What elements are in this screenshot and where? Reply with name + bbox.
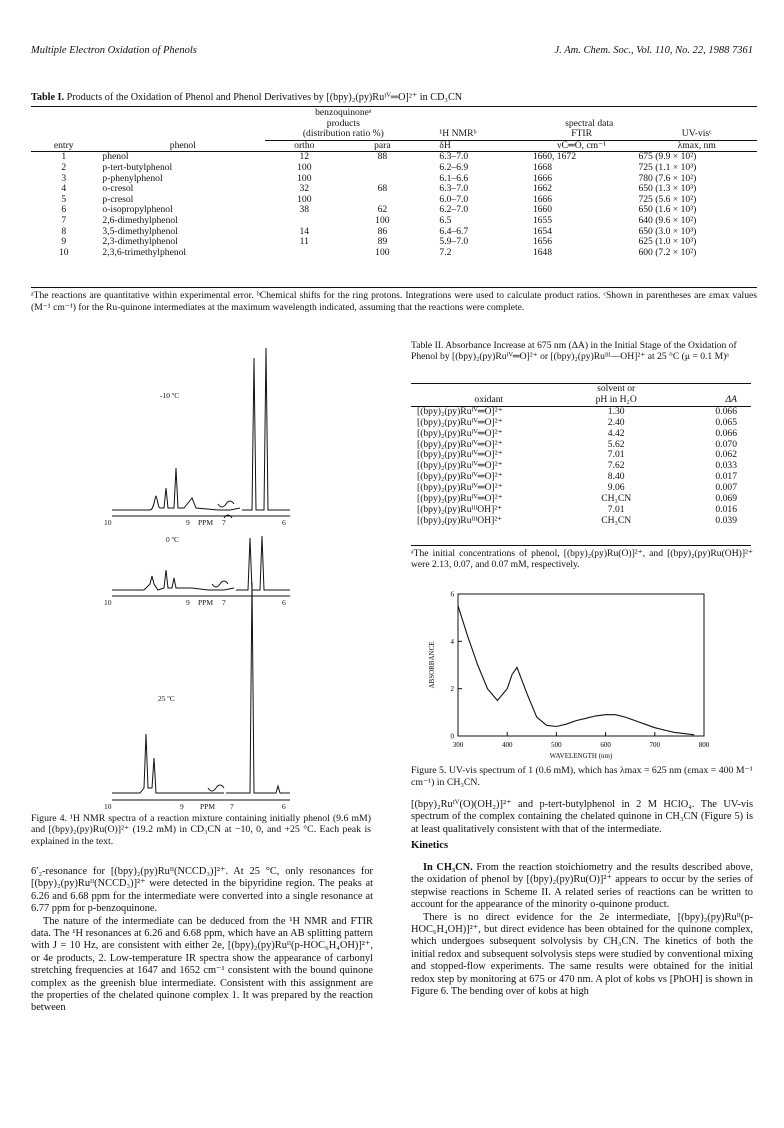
t1-col-nmr-unit: δH xyxy=(421,140,524,152)
table-cell-ftir: 1668 xyxy=(532,161,552,173)
table-cell-nmr: 6.5 xyxy=(439,214,452,226)
t1-col-para: para xyxy=(343,140,421,152)
table2-caption: Table II. Absorbance Increase at 675 nm (ΔA) in the Initial Stage of the Oxidation of Phenol by [(bpy)₂(py)Ruᴵⱽ═O]²⁺ or [(bpy)₂(py)Ruᴵᴵᴵ—OH]²⁺ at 25 °C (μ = 0.1 M)ᵃ xyxy=(411,340,737,362)
table-cell-uv: 675 (9.9 × 10²) xyxy=(638,151,697,163)
table-cell-oxidant: [(bpy)₂(py)Ruᴵⱽ═O]²⁺ xyxy=(417,460,503,472)
table-cell-dA: 0.016 xyxy=(715,503,737,515)
table-cell-uv: 725 (5.6 × 10²) xyxy=(638,193,697,205)
t1-col-entry: entry xyxy=(53,139,74,151)
table-cell-oxidant: [(bpy)₂(py)Ruᴵⱽ═O]²⁺ xyxy=(417,471,503,483)
table-cell-oxidant: [(bpy)₂(py)RuᴵᴵᴵOH]²⁺ xyxy=(417,503,503,515)
table-cell-ortho: 32 xyxy=(299,183,310,195)
table-cell-ftir: 1662 xyxy=(532,183,552,195)
table-cell-para: 88 xyxy=(377,151,388,163)
table-cell-entry: 2 xyxy=(61,161,67,173)
section-heading-kinetics: Kinetics xyxy=(411,840,449,851)
table-row xyxy=(411,429,751,440)
t1-head-uv: UV-visᶜ xyxy=(681,128,712,140)
body-column-left xyxy=(31,866,373,1015)
table-cell-ortho: 100 xyxy=(297,161,312,173)
t1-col-uv-unit: λmax, nm xyxy=(632,140,757,152)
table-cell-uv: 725 (1.1 × 10³) xyxy=(638,161,697,173)
fig5-xlabel: WAVELENGTH (nm) xyxy=(549,752,613,760)
table-cell-oxidant: [(bpy)₂(py)Ruᴵⱽ═O]²⁺ xyxy=(417,482,503,494)
table-row xyxy=(411,406,751,417)
body-paragraph: 6′₂-resonance for [(bpy)₂(py)Ruᴵᴵ(NCCD₃)]²⁺. At 25 °C, only resonances for [(bpy)₂(py)Ruᴵᴵ(NCCD₃)]²⁺ were detected in the bipyridine region. The peaks at 6.26 and 6.68 ppm for the intermediate were converted into a single resonance at 6.77 ppm for p-benzoquinone. xyxy=(31,866,373,915)
table-cell-dA: 0.033 xyxy=(715,460,737,472)
fig5-ytick-label: 0 xyxy=(450,732,454,741)
table-cell-ftir: 1666 xyxy=(532,193,552,205)
fig4-ax3-ppm: PPM xyxy=(200,802,216,810)
t1-head-group2: products xyxy=(326,117,360,129)
running-title: Multiple Electron Oxidation of Phenols xyxy=(31,45,197,56)
table-row xyxy=(411,418,751,429)
table-cell-ph: CH₃CN xyxy=(601,514,632,526)
table-cell-ph: 8.40 xyxy=(607,471,625,483)
table-cell-phenol: p-phenylphenol xyxy=(102,172,163,184)
fig4-label-t2: 0 ºC xyxy=(166,535,179,544)
table1-caption xyxy=(31,92,761,103)
table-cell-para: 68 xyxy=(377,183,388,195)
fig5-series-line xyxy=(458,606,694,735)
table-cell-dA: 0.066 xyxy=(715,405,737,417)
t2-col-solvent1: solvent or xyxy=(597,383,636,394)
table-cell-ph: 9.06 xyxy=(607,482,625,494)
table-cell-ph: 5.62 xyxy=(607,438,625,450)
table-cell-phenol: o-isopropylphenol xyxy=(102,204,173,216)
table-cell-ftir: 1655 xyxy=(532,214,552,226)
t1-head-nmr: ¹H NMRᵇ xyxy=(439,128,477,140)
t1-head-group3: (distribution ratio %) xyxy=(302,128,384,140)
table1-bottom-rule xyxy=(31,287,757,288)
fig5-plot-frame xyxy=(458,594,704,736)
table-cell-ortho: 12 xyxy=(299,151,310,163)
table-cell-phenol: o-cresol xyxy=(102,183,134,195)
table1 xyxy=(31,108,757,258)
table-cell-nmr: 5.9–7.0 xyxy=(439,236,469,248)
table-cell-phenol: 2,3-dimethylphenol xyxy=(102,236,178,248)
fig4-ax2-9: 9 xyxy=(186,598,190,607)
table-cell-ortho: 38 xyxy=(299,204,310,216)
table-cell-ph: 4.42 xyxy=(607,427,625,439)
table-cell-oxidant: [(bpy)₂(py)Ruᴵⱽ═O]²⁺ xyxy=(417,405,503,417)
table-cell-dA: 0.007 xyxy=(715,482,737,494)
table-row xyxy=(31,216,757,227)
table-cell-ph: CH₃CN xyxy=(601,493,632,505)
table-cell-nmr: 6.4–6.7 xyxy=(439,225,469,237)
table-cell-nmr: 6.2–6.9 xyxy=(439,161,469,173)
body-column-right xyxy=(411,862,753,998)
table-cell-ortho: 100 xyxy=(297,193,312,205)
table-cell-uv: 640 (9.6 × 10²) xyxy=(638,214,697,226)
table1-caption-text: Products of the Oxidation of Phenol and Phenol Derivatives by [(bpy)₂(py)Ruᴵⱽ═O]²⁺ in CD₃CN xyxy=(66,92,463,103)
table-cell-ftir: 1654 xyxy=(532,225,552,237)
table-cell-phenol: 3,5-dimethylphenol xyxy=(102,225,178,237)
t1-col-ortho: ortho xyxy=(265,140,343,152)
fig4-ax3-10: 10 xyxy=(104,802,112,810)
table-cell-ph: 7.01 xyxy=(607,449,625,461)
fig4-ax3-6: 6 xyxy=(282,802,286,810)
table-cell-nmr: 6.0–7.0 xyxy=(439,193,469,205)
table-cell-ph: 2.40 xyxy=(607,416,625,428)
table-cell-oxidant: [(bpy)₂(py)RuᴵᴵᴵOH]²⁺ xyxy=(417,514,503,526)
table-cell-entry: 6 xyxy=(61,204,67,216)
table-cell-entry: 3 xyxy=(61,172,67,184)
body-paragraph: [(bpy)₂Ruᴵⱽ(O)(OH₂)]²⁺ and p-tert-butylphenol in 2 M HClO₄. The UV-vis spectrum of the complex containing the chelated quinone in CH₃CN (Figure 5) is at least qualitatively consistent with that of the intermediate. xyxy=(411,799,753,835)
table-cell-phenol: phenol xyxy=(102,151,129,163)
figure5-caption: Figure 5. UV-vis spectrum of 1 (0.6 mM), which has λmax = 625 nm (εmax = 400 M⁻¹ cm⁻¹) in CH₃CN. xyxy=(411,765,753,788)
fig4-ax1-6: 6 xyxy=(282,518,286,527)
table1-top-rule xyxy=(31,106,757,107)
table-cell-nmr: 6.2–7.0 xyxy=(439,204,469,216)
table-cell-dA: 0.066 xyxy=(715,427,737,439)
table-cell-para: 100 xyxy=(375,246,390,258)
table-cell-oxidant: [(bpy)₂(py)Ruᴵⱽ═O]²⁺ xyxy=(417,493,503,505)
table-cell-ftir: 1660, 1672 xyxy=(532,151,576,163)
fig5-ytick-label: 6 xyxy=(450,590,454,599)
table-cell-ftir: 1656 xyxy=(532,236,552,248)
t2-col-oxidant: oxidant xyxy=(474,393,504,405)
table2 xyxy=(411,384,751,527)
table-cell-uv: 650 (1.3 × 10³) xyxy=(638,183,697,195)
journal-citation: J. Am. Chem. Soc., Vol. 110, No. 22, 1988 7361 xyxy=(554,45,753,56)
table-cell-para: 100 xyxy=(375,214,390,226)
table-cell-ortho: 11 xyxy=(299,236,309,248)
fig4-ax1-9: 9 xyxy=(186,518,190,527)
fig5-xtick-label: 600 xyxy=(600,741,611,749)
table-cell-ortho: 14 xyxy=(299,225,310,237)
table-cell-ftir: 1660 xyxy=(532,204,552,216)
fig5-ylabel: ABSORBANCE xyxy=(428,641,436,689)
fig4-ax2-10: 10 xyxy=(104,598,112,607)
table-cell-uv: 600 (7.2 × 10²) xyxy=(638,246,697,258)
body-column-right-top xyxy=(411,799,753,836)
table-cell-oxidant: [(bpy)₂(py)Ruᴵⱽ═O]²⁺ xyxy=(417,416,503,428)
table-cell-dA: 0.017 xyxy=(715,471,737,483)
table-cell-dA: 0.062 xyxy=(715,449,737,461)
table-cell-para: 89 xyxy=(377,236,388,248)
fig5-ytick-label: 2 xyxy=(450,685,454,694)
t2-col-delta: ΔA xyxy=(725,393,737,405)
table-cell-entry: 5 xyxy=(61,193,67,205)
fig5-ytick-label: 4 xyxy=(450,637,454,646)
table-cell-ortho: 100 xyxy=(297,172,312,184)
table-cell-nmr: 7.2 xyxy=(439,246,452,258)
table-cell-dA: 0.070 xyxy=(715,438,737,450)
table-cell-ph: 7.62 xyxy=(607,460,625,472)
t1-head-spectral: spectral data xyxy=(565,117,614,129)
body-paragraph: From the reaction stoichiometry and the results described above, the oxidation of phenol by [(bpy)₂(py)Ru(O)]²⁺ appears to occur by the series of stepwise reactions in Scheme II. A related series of reactions can be written to account for the appearance of the minority o-quinone product. xyxy=(411,862,753,911)
table-cell-uv: 650 (1.6 × 10³) xyxy=(638,204,697,216)
table1-label: Table I. xyxy=(31,92,65,103)
body-paragraph: There is no direct evidence for the 2e intermediate, [(bpy)₂(py)Ruᴵᴵ(p-HOC₆H₄OH)]²⁺, but direct evidence has been obtained for the quinone complex, which undergoes subsequent solvolysis by CH₃CN. The kinetics of both the initial redox and subsequent solvolysis steps were studied by conventional mixing and stopped-flow experiments. The same results were obtained for the initial redox step by monitoring at 675 or 470 nm. A plot of kobs vs [PhOH] is shown in Figure 6. The bending over of kobs at high xyxy=(411,911,753,998)
figure5-uvvis-chart xyxy=(420,590,720,762)
table-cell-entry: 1 xyxy=(61,151,67,163)
fig4-label-t3: 25 ºC xyxy=(158,694,175,703)
table-cell-phenol: p-cresol xyxy=(102,193,134,205)
table-cell-entry: 10 xyxy=(58,246,69,258)
table-cell-oxidant: [(bpy)₂(py)Ruᴵⱽ═O]²⁺ xyxy=(417,449,503,461)
table-row xyxy=(411,516,751,527)
fig4-ax1-10: 10 xyxy=(104,518,112,527)
table-cell-uv: 625 (1.0 × 10³) xyxy=(638,236,697,248)
table-cell-entry: 4 xyxy=(61,183,67,195)
figure4-nmr-spectra xyxy=(100,338,322,810)
fig5-xtick-label: 700 xyxy=(649,741,661,749)
table-cell-phenol: 2,6-dimethylphenol xyxy=(102,214,178,226)
table-row xyxy=(31,248,757,259)
t1-head-group1: benzoquinoneᵃ xyxy=(315,107,372,118)
table2-footnote: ᵃThe initial concentrations of phenol, [(bpy)₂(py)Ru(O)]²⁺, and [(bpy)₂(py)Ru(OH)]²⁺ were 2.13, 0.07, and 0.07 mM, respectively. xyxy=(411,548,753,570)
table-cell-oxidant: [(bpy)₂(py)Ruᴵⱽ═O]²⁺ xyxy=(417,438,503,450)
table-cell-uv: 780 (7.6 × 10²) xyxy=(638,172,697,184)
table2-bottom-rule xyxy=(411,545,751,546)
table-cell-nmr: 6.3–7.0 xyxy=(439,151,469,163)
table-cell-entry: 8 xyxy=(61,225,67,237)
table-cell-dA: 0.069 xyxy=(715,493,737,505)
table-cell-dA: 0.039 xyxy=(715,514,737,526)
fig4-ax3-7: 7 xyxy=(230,802,234,810)
table-cell-ph: 1.30 xyxy=(607,405,625,417)
table-cell-entry: 7 xyxy=(61,214,67,226)
fig4-ax1-ppm: PPM xyxy=(198,518,214,527)
table-cell-phenol: p-tert-butylphenol xyxy=(102,161,173,173)
table1-footnote: ᵃThe reactions are quantitative within experimental error. ᵇChemical shifts for the ring protons. Integrations were used to calculate product ratios. ᶜShown in parentheses are εmax values (M⁻¹ cm⁻¹) for the Ru-quinone intermediates at the maximum wavelength indicated, assuming that the reactions were complete. xyxy=(31,290,757,313)
t1-head-ftir: FTIR xyxy=(571,128,593,140)
fig5-xtick-label: 800 xyxy=(698,741,710,749)
table-cell-ortho xyxy=(265,216,343,227)
table-cell-ftir: 1666 xyxy=(532,172,552,184)
t2-col-solvent2: pH in H₂O xyxy=(595,393,637,405)
table-cell-nmr: 6.3–7.0 xyxy=(439,183,469,195)
table-cell-ftir: 1648 xyxy=(532,246,552,258)
fig5-xtick-label: 500 xyxy=(551,741,562,749)
fig4-ax3-9: 9 xyxy=(180,802,184,810)
body-paragraph: The nature of the intermediate can be deduced from the ¹H NMR and FTIR data. The ¹H resonances at 6.26 and 6.68 ppm, which have an AB splitting pattern with J = 10 Hz, are consistent with either 2e, [(bpy)₂(py)Ruᴵᴵ(p-HOC₆H₄OH)]²⁺, or 4e products, 2. Low-temperature IR spectra show the appearance of carbonyl stretching frequencies at 1647 and 1652 cm⁻¹ consistent with the bound quinone complex as the greenish blue intermediate. Consistent with this assignment are the properties of the chelated quinone complex 1. It was prepared by the reaction between xyxy=(31,915,373,1014)
fig4-label-t1: -10 ºC xyxy=(160,391,180,400)
table-cell-dA: 0.065 xyxy=(715,416,737,428)
fig5-xtick-label: 300 xyxy=(452,741,464,749)
fig4-ax2-6: 6 xyxy=(282,598,286,607)
table-row xyxy=(31,163,757,174)
table-cell-entry: 9 xyxy=(61,236,67,248)
table-cell-ortho xyxy=(265,248,343,259)
table-cell-para: 86 xyxy=(377,225,388,237)
fig4-ax1-7: 7 xyxy=(222,518,226,527)
fig4-ax2-7: 7 xyxy=(222,598,226,607)
table-cell-uv: 650 (3.0 × 10³) xyxy=(638,225,697,237)
table-cell-para xyxy=(343,163,421,174)
fig5-xtick-label: 400 xyxy=(501,741,513,749)
fig4-ax2-ppm: PPM xyxy=(198,598,214,607)
figure4-caption: Figure 4. ¹H NMR spectra of a reaction mixture containing initially phenol (9.6 mM) and [(bpy)₂(py)Ru(O)]²⁺ (19.2 mM) in CD₃CN at −10, 0, and +25 °C. Each peak is explained in the text. xyxy=(31,813,371,847)
t1-col-phenol: phenol xyxy=(169,139,196,151)
table-cell-para: 62 xyxy=(377,204,388,216)
table-cell-phenol: 2,3,6-trimethylphenol xyxy=(102,246,187,258)
t1-col-ftir-unit: νC═O, cm⁻¹ xyxy=(525,140,633,152)
table-cell-oxidant: [(bpy)₂(py)Ruᴵⱽ═O]²⁺ xyxy=(417,427,503,439)
table-cell-ph: 7.01 xyxy=(607,503,625,515)
subsection-lead: In CH₃CN. xyxy=(423,862,473,873)
table-cell-nmr: 6.1–6.6 xyxy=(439,172,469,184)
